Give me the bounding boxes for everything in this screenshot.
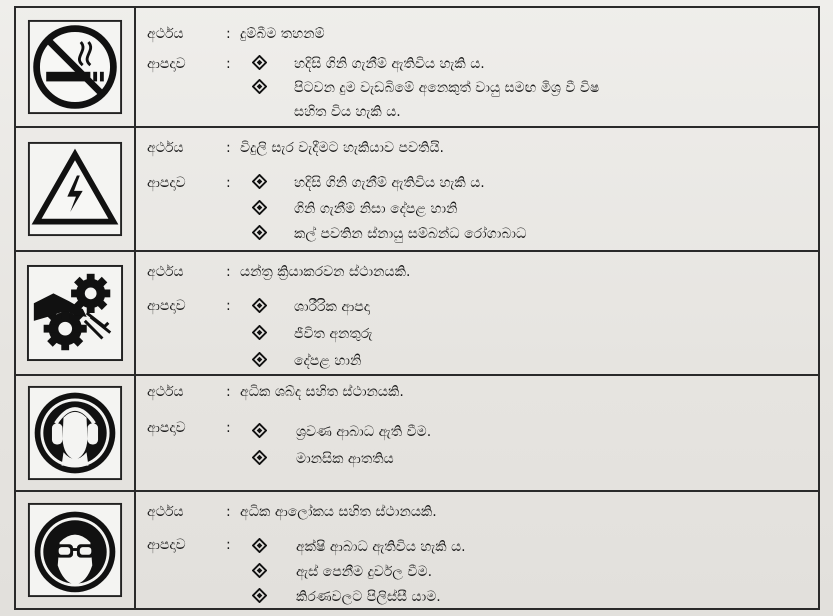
hazard-item: ඇස් පෙනීම දුර්වල වීම. <box>296 564 433 580</box>
diamond-bullet-icon <box>252 225 267 240</box>
symbol-cell <box>16 128 136 250</box>
hazard-item: ශාරීරික ආපදා <box>294 299 370 315</box>
symbol-cell <box>16 492 136 608</box>
hazard-item: කල් පවතින ස්නායු සම්බන්ධ රෝගාබාධ <box>294 226 527 242</box>
hazard-item: කිරණවලට පිලිස්සී යාම. <box>296 589 441 605</box>
danger-label: ආපදාව <box>147 420 186 436</box>
hazard-item: ගිනි ගැනීම් නිසා දේපළ හානි <box>294 201 458 217</box>
danger-label: ආපදාව <box>147 537 186 553</box>
hazard-item: දේපළ හානි <box>294 353 362 369</box>
sign-row <box>16 8 818 128</box>
symbol-cell <box>16 252 136 374</box>
meaning-text: අධික ආලෝකය සහිත ස්ථානයකි. <box>240 504 437 520</box>
meaning-label: අර්ථය <box>147 26 184 42</box>
colon: : <box>226 420 231 436</box>
symbol-cell <box>16 376 136 490</box>
text-cell <box>136 128 818 250</box>
meaning-label: අර්ථය <box>147 384 184 400</box>
text-cell <box>136 492 818 608</box>
diamond-bullet-icon <box>252 588 267 603</box>
machinery-gears-hazard-icon <box>26 263 124 363</box>
diamond-bullet-icon <box>252 352 267 367</box>
sign-row <box>16 128 818 252</box>
diamond-bullet-icon <box>252 55 267 70</box>
diamond-bullet-icon <box>252 325 267 340</box>
symbol-cell <box>16 8 136 126</box>
colon: : <box>226 56 231 72</box>
diamond-bullet-icon <box>252 79 267 94</box>
hazard-item: මානසික ආතතිය <box>296 451 394 467</box>
colon: : <box>226 384 231 400</box>
diamond-bullet-icon <box>252 450 267 465</box>
hazard-item: හදිසි ගිනි ගැනීම් ඇතිවිය හැකි ය. <box>294 175 485 191</box>
meaning-text: විදුලි සැර වැදීමට හැකියාව පවතියි. <box>240 140 444 156</box>
high-voltage-warning-icon <box>27 141 123 237</box>
hazard-item: ජීවිත අනතුරු <box>294 326 373 342</box>
hazard-item: සහිත විය හැකි ය. <box>294 104 401 120</box>
meaning-text: දුම්බීම තහනම් <box>240 26 325 42</box>
diamond-bullet-icon <box>252 423 267 438</box>
colon: : <box>226 298 231 314</box>
diamond-bullet-icon <box>252 200 267 215</box>
meaning-label: අර්ථය <box>147 504 184 520</box>
sign-row <box>16 376 818 492</box>
hazard-item: ශ්‍රවණ ආබාධ ඇති වීම. <box>296 424 432 440</box>
danger-label: ආපදාව <box>147 175 186 191</box>
text-cell <box>136 8 818 126</box>
safety-signs-table <box>14 6 820 610</box>
meaning-label: අර්ථය <box>147 140 184 156</box>
diamond-bullet-icon <box>252 563 267 578</box>
danger-label: ආපදාව <box>147 56 186 72</box>
eye-protection-icon <box>27 502 123 598</box>
meaning-text: යන්ත්‍ර ක්‍රියාකරවන ස්ථානයකි. <box>240 264 411 280</box>
colon: : <box>226 26 231 42</box>
colon: : <box>226 264 231 280</box>
hazard-item: අක්ෂි ආබාධ ඇතිවිය හැකි ය. <box>296 539 466 555</box>
diamond-bullet-icon <box>252 298 267 313</box>
ear-protection-icon <box>27 385 123 481</box>
danger-label: ආපදාව <box>147 298 186 314</box>
colon: : <box>226 537 231 553</box>
colon: : <box>226 140 231 156</box>
sign-row <box>16 252 818 376</box>
no-smoking-icon <box>27 19 123 115</box>
diamond-bullet-icon <box>252 174 267 189</box>
meaning-text: අධික ශබ්ද සහිත ස්ථානයකි. <box>240 384 404 400</box>
colon: : <box>226 175 231 191</box>
colon: : <box>226 504 231 520</box>
diamond-bullet-icon <box>252 538 267 553</box>
hazard-item: හදිසි ගිනි ගැනීම් ඇතිවිය හැකි ය. <box>294 56 485 72</box>
hazard-item: පිටවන දුම වැඩබිමේ අනෙකුත් වායු සමඟ මිශ්‍ර වී විෂ <box>294 80 600 96</box>
text-cell <box>136 376 818 490</box>
text-cell <box>136 252 818 374</box>
sign-row <box>16 492 818 608</box>
meaning-label: අර්ථය <box>147 264 184 280</box>
